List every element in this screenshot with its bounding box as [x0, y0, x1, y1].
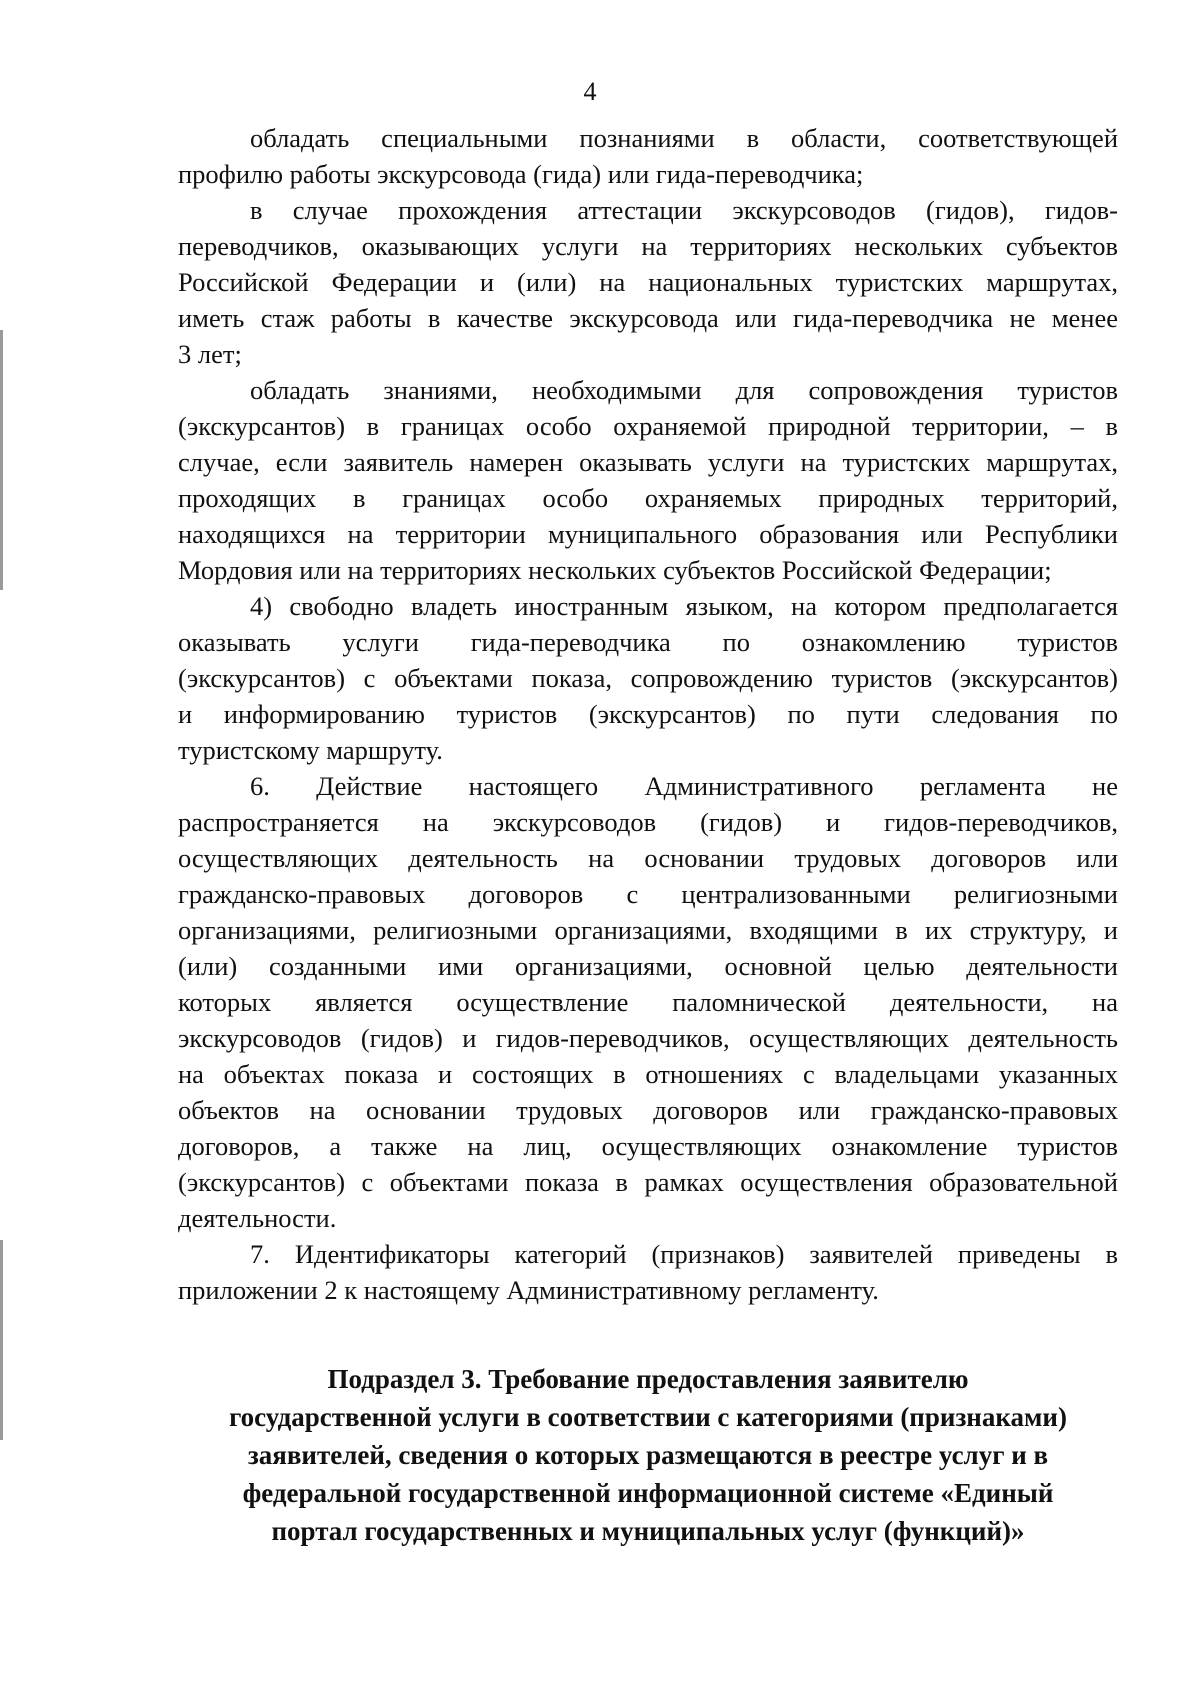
text-line: деятельности. [178, 1203, 337, 1233]
text-line: распространяется на экскурсоводов (гидов) и гидов-переводчиков, [178, 807, 1118, 837]
scan-edge-mark [0, 1240, 3, 1440]
text-line: (экскурсантов) с объектами показа, сопровождению туристов (экскурсантов) [178, 663, 1118, 693]
page-number: 4 [583, 77, 597, 106]
text-line: 6. Действие настоящего Административного регламента не [250, 771, 1118, 801]
section-heading-line: портал государственных и муниципальных услуг (функций)» [271, 1516, 1025, 1546]
text-line: осуществляющих деятельность на основании трудовых договоров или [178, 843, 1118, 873]
section-heading-line: федеральной государственной информационной системе «Единый [242, 1478, 1054, 1508]
text-line: приложении 2 к настоящему Административному регламенту. [178, 1275, 879, 1305]
text-line: Мордовия или на территориях нескольких субъектов Российской Федерации; [178, 555, 1052, 585]
text-line: и информированию туристов (экскурсантов) по пути следования по [178, 699, 1118, 729]
section-heading-line: Подраздел 3. Требование предоставления заявителю [327, 1364, 969, 1394]
text-line: оказывать услуги гида-переводчика по ознакомлению туристов [178, 627, 1118, 657]
text-line: (экскурсантов) с объектами показа в рамках осуществления образовательной [178, 1167, 1118, 1197]
text-line: объектов на основании трудовых договоров или гражданско-правовых [178, 1095, 1118, 1125]
section-heading-line: государственной услуги в соответствии с категориями (признаками) [229, 1402, 1067, 1432]
text-line: иметь стаж работы в качестве экскурсовода или гида-переводчика не менее [178, 303, 1118, 333]
text-line: 4) свободно владеть иностранным языком, на котором предполагается [250, 591, 1118, 621]
text-line: гражданско-правовых договоров с централизованными религиозными [178, 879, 1118, 909]
text-line: в случае прохождения аттестации экскурсоводов (гидов), гидов- [250, 195, 1118, 225]
text-line: организациями, религиозными организациями, входящими в их структуру, и [178, 915, 1118, 945]
text-line: которых является осуществление паломнической деятельности, на [178, 987, 1118, 1017]
text-line: 7. Идентификаторы категорий (признаков) заявителей приведены в [250, 1239, 1118, 1269]
text-line: Российской Федерации и (или) на национальных туристских маршрутах, [178, 267, 1118, 297]
text-line: (экскурсантов) в границах особо охраняемой природной территории, – в [178, 411, 1118, 441]
text-line: переводчиков, оказывающих услуги на территориях нескольких субъектов [178, 231, 1118, 261]
text-line: случае, если заявитель намерен оказывать услуги на туристских маршрутах, [178, 447, 1118, 477]
scan-edge-mark [0, 330, 3, 590]
text-line: профилю работы экскурсовода (гида) или гида-переводчика; [178, 159, 864, 189]
text-line: находящихся на территории муниципального образования или Республики [178, 519, 1118, 549]
text-line: туристскому маршруту. [178, 735, 443, 765]
section-heading-line: заявителей, сведения о которых размещаются в реестре услуг и в [247, 1440, 1049, 1470]
text-line: экскурсоводов (гидов) и гидов-переводчиков, осуществляющих деятельность [178, 1023, 1118, 1053]
text-line: (или) созданными ими организациями, основной целью деятельности [178, 951, 1118, 981]
text-line: обладать специальными познаниями в области, соответствующей [250, 123, 1118, 153]
text-line: обладать знаниями, необходимыми для сопровождения туристов [250, 375, 1118, 405]
text-line: 3 лет; [178, 339, 242, 369]
text-line: договоров, а также на лиц, осуществляющих ознакомление туристов [178, 1131, 1118, 1161]
text-line: на объектах показа и состоящих в отношениях с владельцами указанных [178, 1059, 1118, 1089]
text-line: проходящих в границах особо охраняемых природных территорий, [178, 483, 1118, 513]
